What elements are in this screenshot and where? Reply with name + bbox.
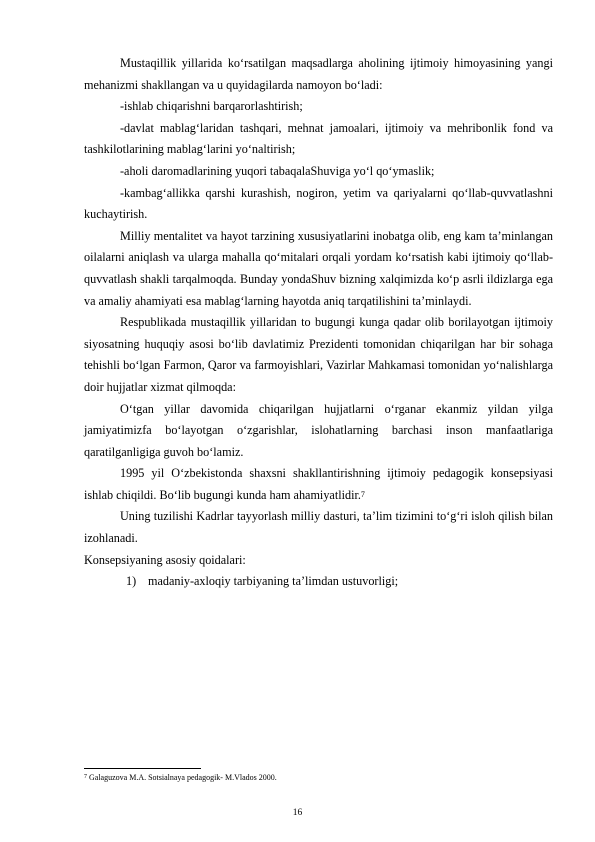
footnote-divider <box>84 768 201 769</box>
paragraph-5: -kambag‘allikka qarshi kurashish, nogiron, yetim va qariyalarni qo‘llab-quvvatlashni kuchaytirish. <box>84 185 553 222</box>
paragraph-4: -aholi daromadlarining yuqori tabaqalaShuviga yo‘l qo‘ymaslik; <box>120 163 435 178</box>
paragraph-9-text: 1995 yil O‘zbekistonda shaxsni shakllantirishning ijtimoiy pedagogik konsepsiyasi ishlab chiqildi. Bo‘lib bugungi kunda ham ahamiyatlidir. <box>84 466 553 502</box>
paragraph-10: Uning tuzilishi Kadrlar tayyorlash milliy dasturi, ta’lim tizimini to‘g‘ri isloh qilish bilan izohlanadi. <box>84 509 553 546</box>
paragraph-6: Milliy mentalitet va hayot tarzining xususiyatlarini inobatga olib, eng kam ta’minlangan oilalarni aniqlash va ularga mahalla qo‘mitalari orqali yordam ko‘rsatish kabi ijtimoiy qo‘llab-quvvatlash shakli tarqalmoqda. Bunday yondaShuv bizning xalqimizda ko‘p asrli ildizlarga ega va amaliy ahamiyati esa mablag‘larning hayotda aniq tarqatilishini ta’minlaydi. <box>84 228 553 308</box>
page-number: 16 <box>292 808 303 818</box>
paragraph-2: -ishlab chiqarishni barqarorlashtirish; <box>120 99 303 114</box>
paragraph-8: O‘tgan yillar davomida chiqarilgan hujjatlarni o‘rganar ekanmiz yildan yilga jamiyatimizfa bo‘layotgan o‘zgarishlar, islohatlarning barchasi inson manfaatlariga qaratilganligiga guvoh bo‘lamiz. <box>84 401 553 459</box>
body-text <box>84 53 553 593</box>
list-item-number: 1) <box>126 574 137 589</box>
paragraph-3: -davlat mablag‘laridan tashqari, mehnat jamoalari, ijtimoiy va mehribonlik fond va tashkilotlarining mablag‘larini yo‘naltirish; <box>84 120 553 157</box>
footnote-text: Galaguzova M.A. Sotsialnaya pedagogik- M.Vlados 2000. <box>87 773 277 782</box>
footnote <box>84 772 553 783</box>
footnote-mark: 7 <box>84 774 87 780</box>
footnote-reference[interactable]: 7 <box>360 489 365 499</box>
paragraph-11: Konsepsiyaning asosiy qoidalari: <box>84 552 246 567</box>
paragraph-7: Respublikada mustaqillik yillaridan to bugungi kunga qadar olib borilayotgan ijtimoiy siyosatning huquqiy asosi bo‘lib davlatimiz Prezidenti tomonidan chiqarilgan har bir sohaga tehishli bo‘lgan Farmon, Qaror va farmoyishlari, Vazirlar Mahkamasi tomonidan yo‘nalishlarga doir hujjatlar xizmat qilmoqda: <box>84 315 553 394</box>
paragraph-9 <box>84 463 553 506</box>
paragraph-1: Mustaqillik yillarida ko‘rsatilgan maqsadlarga aholining ijtimoiy himoyasining yangi mehanizmi shakllangan va u quyidagilarda namoyon bo‘ladi: <box>84 56 553 92</box>
list-item <box>84 571 553 593</box>
list-item-text: madaniy-axloqiy tarbiyaning ta’limdan ustuvorligi; <box>148 574 399 589</box>
